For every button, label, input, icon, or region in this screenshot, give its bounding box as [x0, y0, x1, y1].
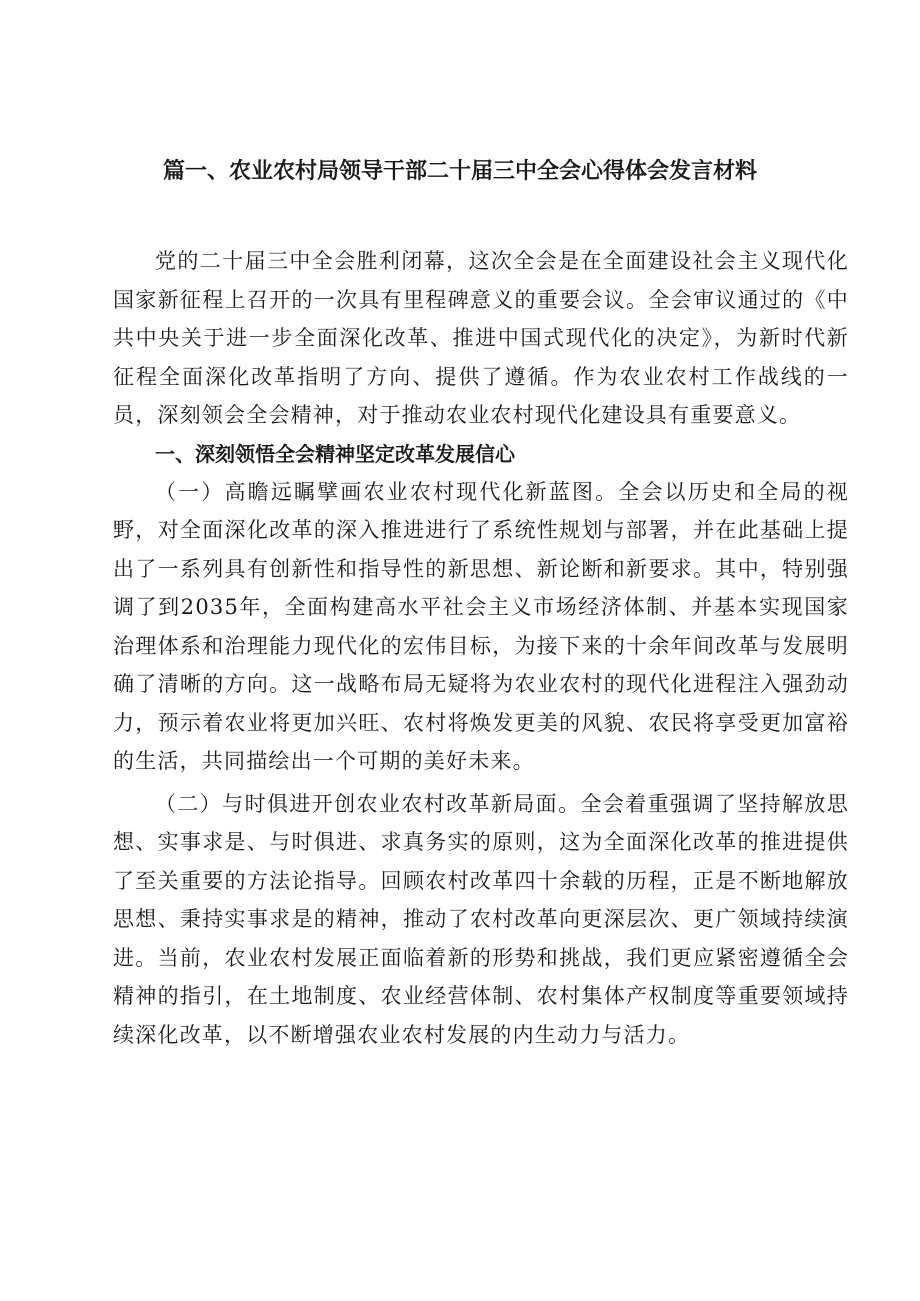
- paragraph-subsection-2: （二）与时俱进开创农业农村改革新局面。全会着重强调了坚持解放思想、实事求是、与时俱进、求真务实的原则，这为全面深化改革的推进提供了至关重要的方法论指导。回顾农村改革四十余载的历程，正是不断地解放思想、秉持实事求是的精神，推动了农村改革向更深层次、更广领域持续演进。当前，农业农村发展正面临着新的形势和挑战，我们更应紧密遵循全会精神的指引，在土地制度、农业经营体制、农村集体产权制度等重要领域持续深化改革，以不断增强农业农村发展的内生动力与活力。: [113, 791, 849, 1047]
- paragraph-subsection-1: （一）高瞻远瞩擘画农业农村现代化新蓝图。全会以历史和全局的视野，对全面深化改革的深入推进进行了系统性规划与部署，并在此基础上提出了一系列具有创新性和指导性的新思想、新论断和新要求。其中，特别强调了到2035年，全面构建高水平社会主义市场经济体制、并基本实现国家治理体系和治理能力现代化的宏伟目标，为接下来的十余年间改革与发展明确了清晰的方向。这一战略布局无疑将为农业农村的现代化进程注入强劲动力，预示着农业将更加兴旺、农村将焕发更美的风貌、农民将享受更加富裕的生活，共同描绘出一个可期的美好未来。: [113, 479, 849, 773]
- paragraph-intro: 党的二十届三中全会胜利闭幕，这次全会是在全面建设社会主义现代化国家新征程上召开的一次具有里程碑意义的重要会议。全会审议通过的《中共中央关于进一步全面深化改革、推进中国式现代化的决定》，为新时代新征程全面深化改革指明了方向、提供了遵循。作为农业农村工作战线的一员，深刻领会全会精神，对于推动农业农村现代化建设具有重要意义。: [113, 249, 849, 427]
- document-body: [113, 242, 849, 1054]
- section-heading-1: 一、深刻领悟全会精神坚定改革发展信心: [155, 441, 515, 466]
- document-title: 篇一、农业农村局领导干部二十届三中全会心得体会发言材料: [162, 159, 757, 184]
